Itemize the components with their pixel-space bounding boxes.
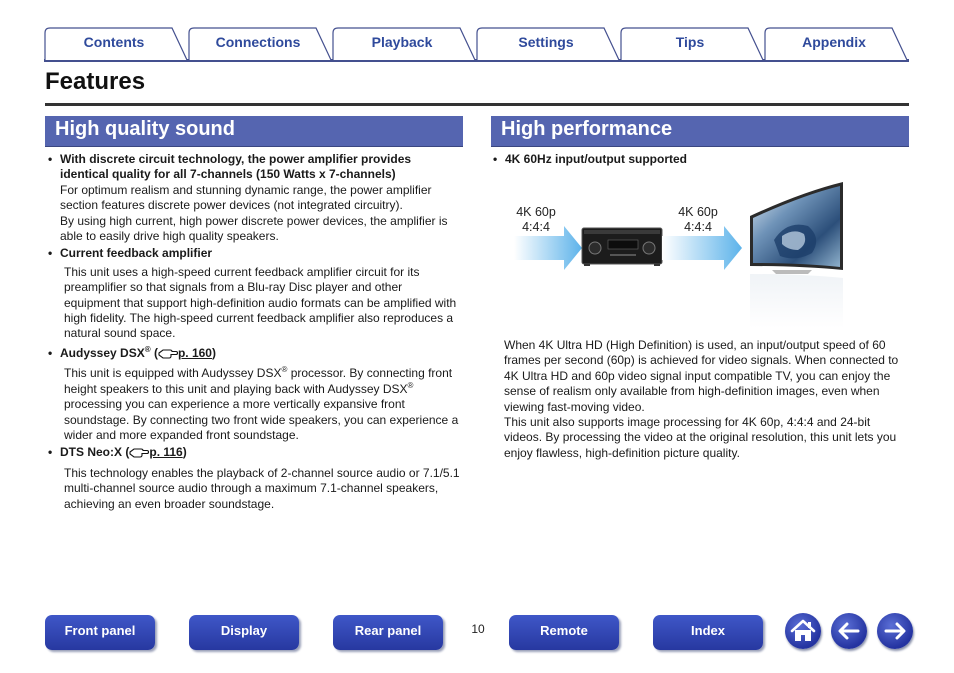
input-format-label (512, 205, 560, 235)
button-label: Front panel (64, 623, 136, 638)
feature-body (60, 366, 460, 443)
page-number: 10 (471, 622, 485, 636)
forward-button[interactable] (877, 613, 913, 649)
bullet: • (493, 152, 498, 166)
home-icon (785, 613, 821, 649)
tab-tips[interactable] (620, 27, 764, 60)
index-button[interactable] (653, 615, 763, 650)
body-text: This unit is equipped with Audyssey DSX (64, 366, 282, 381)
display-button[interactable] (189, 615, 299, 650)
description-paragraph: This unit also supports image processing for 4K 60p, 4:4:4 and 24-bit videos. By processing the video at the original resolution, this unit lets you enjoy flawless, high-definition picture quality. (504, 415, 897, 460)
bullet: • (48, 246, 53, 261)
feature-body: This technology enables the playback of 2-channel source audio or 7.1/5.1 multi-channel source audio through a maximum 7.1-channel speakers, achieving an even broader soundstage. (64, 465, 460, 511)
remote-button[interactable] (509, 615, 619, 650)
label-line: 4K 60p (516, 205, 556, 219)
feature-heading: 4K 60Hz input/output supported (505, 152, 687, 166)
arrow-left-icon (831, 613, 867, 649)
ref-close: ) (211, 345, 216, 360)
tab-playback[interactable] (332, 27, 476, 60)
ref-page-link[interactable]: p. 116 (149, 445, 183, 460)
page-title: Features (45, 68, 146, 95)
section-title: High performance (501, 118, 673, 140)
page-reference[interactable] (125, 445, 186, 459)
feature-body: This unit uses a high-speed current feedback amplifier circuit for its preamplifier so that signals from a Blu-ray Disc player and other equipment that support high-definition audio formats can be amplified with high fidelity. The high-speed current feedback amplifier also reproduces a natural sound space. (64, 264, 457, 341)
feature-item-discrete-amplifier (48, 152, 460, 244)
ref-page-link[interactable]: p. 160 (177, 345, 212, 360)
feature-heading: DTS Neo:X (60, 445, 123, 460)
page-reference[interactable] (154, 346, 216, 360)
feature-item-dts-neox (48, 445, 460, 512)
4k-signal-illustration (512, 178, 897, 330)
pointing-hand-icon (129, 446, 149, 462)
title-divider (45, 103, 909, 106)
feature-body: By using high current, high power discrete power devices, the amplifier is able to easily drive high quality speakers. (60, 213, 448, 244)
button-label: Index (691, 623, 725, 638)
output-format-label (674, 205, 722, 235)
feature-item-4k60 (493, 152, 909, 167)
top-tab-bar (44, 27, 909, 62)
tab-connections[interactable] (188, 27, 332, 60)
ref-close: ) (182, 445, 187, 460)
feature-heading: With discrete circuit technology, the power amplifier provides identical quality for all 7-channels (150 Watts x 7-channels) (60, 152, 412, 182)
tab-appendix[interactable] (764, 27, 908, 60)
tab-label: Appendix (802, 34, 866, 50)
rear-panel-button[interactable] (333, 615, 443, 650)
illustration-graphic (512, 178, 897, 330)
left-column (48, 151, 460, 512)
section-header-high-quality-sound (45, 116, 463, 147)
pointing-hand-icon (158, 347, 178, 363)
front-panel-button[interactable] (45, 615, 155, 650)
body-text: processing you can experience a more vertically expansive front soundstage. By connecting two front wide speakers, you can experience a wider and more expanded front soundstage. (64, 397, 459, 442)
label-line: 4:4:4 (684, 220, 712, 234)
bullet: • (48, 152, 53, 166)
body-text: processor. By connecting front height speakers to this unit and playing back with Audyssey DSX (64, 366, 453, 396)
feature-item-audyssey-dsx (48, 346, 460, 443)
curved-tv (750, 182, 843, 328)
button-label: Rear panel (354, 623, 422, 638)
section-header-high-performance (491, 116, 909, 147)
feature-heading: Audyssey DSX (60, 345, 145, 360)
ref-open: ( (153, 345, 158, 360)
description-paragraph: When 4K Ultra HD (High Definition) is used, an input/output speed of 60 frames per second (60p) is achieved for video signals. When connected to 4K Ultra HD and 60p video signal input compatible TV, you can enjoy the sense of realism only available from high-definition images, even when viewing fast-moving video. (504, 338, 899, 414)
right-column (493, 151, 909, 167)
bullet: • (48, 345, 53, 360)
bullet: • (48, 445, 53, 460)
feature-heading-row (60, 445, 460, 462)
back-button[interactable] (831, 613, 867, 649)
feature-item-current-feedback (48, 246, 460, 341)
av-receiver (582, 228, 662, 266)
arrow-right-icon (877, 613, 913, 649)
tab-label: Settings (518, 34, 574, 50)
registered-mark: ® (281, 365, 288, 375)
button-label: Remote (540, 623, 588, 638)
tab-label: Contents (83, 34, 145, 50)
tab-contents[interactable] (44, 27, 188, 60)
label-line: 4:4:4 (522, 220, 550, 234)
registered-mark: ® (407, 380, 414, 390)
tab-label: Tips (675, 34, 705, 50)
feature-heading: Current feedback amplifier (60, 246, 213, 261)
feature-heading-row (60, 346, 460, 363)
ref-open: ( (125, 445, 130, 460)
label-line: 4K 60p (678, 205, 718, 219)
registered-mark: ® (144, 344, 151, 354)
home-button[interactable] (785, 613, 821, 649)
button-label: Display (220, 623, 268, 638)
tab-label: Connections (215, 34, 301, 50)
feature-body: For optimum realism and stunning dynamic range, the power amplifier section features discrete power devices (not integrated circuitry). (60, 182, 432, 213)
tab-label: Playback (371, 34, 433, 50)
high-performance-description (504, 338, 909, 461)
tab-settings[interactable] (476, 27, 620, 60)
section-title: High quality sound (55, 118, 235, 140)
